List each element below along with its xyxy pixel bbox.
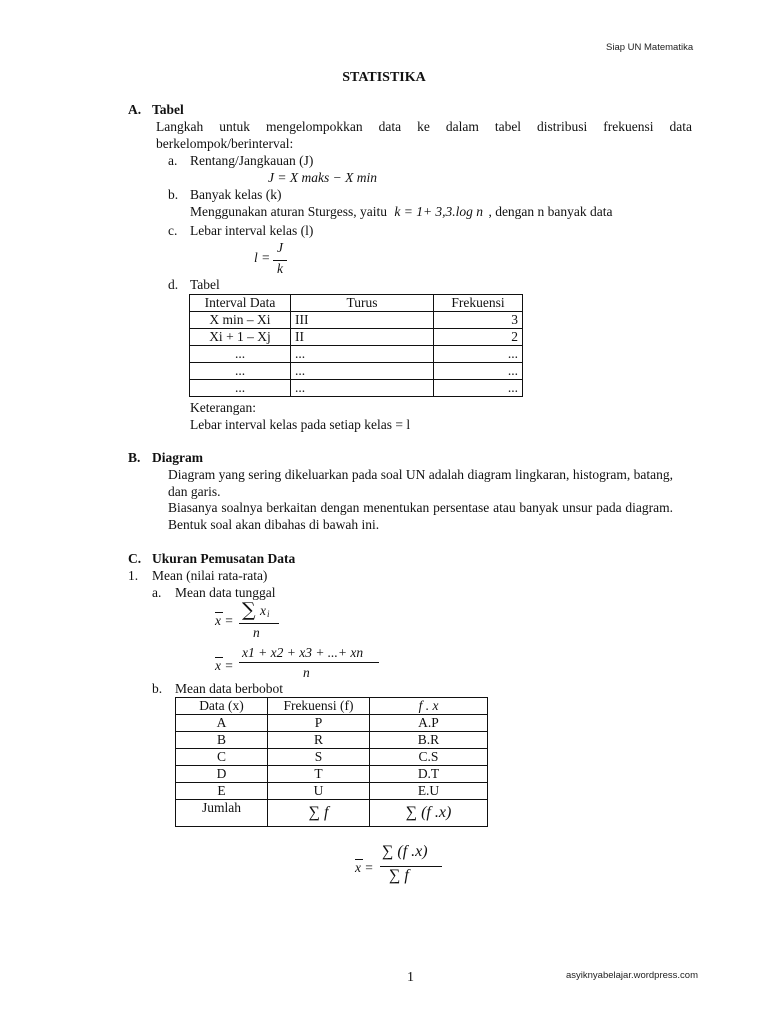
table-cell: X min – Xi: [190, 312, 291, 329]
table-cell: S: [268, 749, 370, 766]
note-text: Lebar interval kelas pada setiap kelas = l: [190, 417, 411, 432]
header-title: Siap UN Matematika: [606, 42, 694, 53]
item-b-text: Banyak kelas (k): [190, 187, 282, 202]
table-cell: D.T: [370, 766, 488, 783]
mean-1-num: x: [260, 603, 266, 618]
item-b-label: b.: [168, 187, 179, 202]
item-a-label: a.: [168, 153, 178, 168]
width-num: J: [277, 240, 283, 255]
table-row: [190, 346, 523, 363]
table-cell: ...: [434, 380, 523, 397]
table-cell: ∑ (f .x): [370, 800, 488, 827]
mean-1-lhs: x =: [215, 613, 234, 628]
table-cell: ...: [190, 363, 291, 380]
section-b-paragraph-2: Biasanya soalnya berkaitan dengan menentukan persentase atau banyak unsur pada diagram. Bentuk soal akan dibahas di bawah ini.: [168, 500, 673, 532]
table-header-cell: f . x: [370, 698, 488, 715]
table-cell: R: [268, 732, 370, 749]
table-cell: A.P: [370, 715, 488, 732]
section-c-heading: Ukuran Pemusatan Data: [152, 551, 296, 566]
table-cell: III: [291, 312, 434, 329]
mean-2-num: x1 + x2 + x3 + ...+ xn: [242, 645, 364, 660]
table-cell: Xi + 1 – Xj: [190, 329, 291, 346]
footer-site: asyiknyabelajar.wordpress.com: [566, 970, 699, 981]
table-cell: U: [268, 783, 370, 800]
mean-2-lhs: x =: [215, 658, 234, 673]
interval-table: [189, 294, 523, 397]
sturgess-line: [190, 204, 613, 220]
table-cell: E: [176, 783, 268, 800]
table-row: [190, 329, 523, 346]
table-row: [176, 766, 488, 783]
table-cell: E.U: [370, 783, 488, 800]
table-header-cell: Interval Data: [190, 295, 291, 312]
section-b-heading: Diagram: [152, 450, 203, 465]
table-header-row: [190, 295, 523, 312]
table-cell: B.R: [370, 732, 488, 749]
table-cell: ...: [291, 346, 434, 363]
mean-3-lhs: x =: [355, 860, 374, 875]
table-cell: P: [268, 715, 370, 732]
page-number: 1: [407, 970, 414, 985]
table-header-cell: Frekuensi: [434, 295, 523, 312]
table-cell: C.S: [370, 749, 488, 766]
table-cell: ...: [291, 380, 434, 397]
table-row: [190, 363, 523, 380]
table-row: [176, 732, 488, 749]
item-c-b-label: b.: [152, 681, 163, 696]
item-c-a-label: a.: [152, 585, 162, 600]
item-c-text: Lebar interval kelas (l): [190, 223, 314, 238]
table-cell: ...: [434, 363, 523, 380]
table-cell: II: [291, 329, 434, 346]
table-cell: ...: [434, 346, 523, 363]
table-cell: C: [176, 749, 268, 766]
table-row: [190, 312, 523, 329]
table-row: [190, 380, 523, 397]
mean-2-den: n: [303, 665, 310, 680]
table-header-cell: Frekuensi (f): [268, 698, 370, 715]
mean-3-num: ∑ (f .x): [382, 843, 428, 860]
table-cell: ∑ f: [268, 800, 370, 827]
table-row: [176, 783, 488, 800]
mean-3-den: ∑ f: [389, 867, 409, 884]
item-a-text: Rentang/Jangkauan (J): [190, 153, 314, 168]
table-header-cell: Data (x): [176, 698, 268, 715]
table-cell: ...: [190, 346, 291, 363]
table-total-row: [176, 800, 488, 827]
sturgess-post: , dengan n banyak data: [488, 204, 613, 219]
table-cell: ...: [291, 363, 434, 380]
table-cell: D: [176, 766, 268, 783]
section-a-label: A.: [128, 102, 142, 117]
item-d-text: Tabel: [190, 277, 220, 292]
table-cell: B: [176, 732, 268, 749]
section-b-paragraph-1: Diagram yang sering dikeluarkan pada soal UN adalah diagram lingkaran, histogram, batang, dan garis.: [168, 467, 673, 499]
weighted-mean-table: [175, 697, 488, 827]
item-d-label: d.: [168, 277, 179, 292]
table-cell: T: [268, 766, 370, 783]
table-cell: 2: [434, 329, 523, 346]
section-c-label: C.: [128, 551, 142, 566]
table-cell: 3: [434, 312, 523, 329]
width-den: k: [277, 261, 283, 276]
table-row: [176, 749, 488, 766]
item-1-label: 1.: [128, 568, 139, 583]
table-cell: Jumlah: [176, 800, 268, 827]
section-b-label: B.: [128, 450, 141, 465]
sturgess-pre: Menggunakan aturan Sturgess, yaitu: [190, 204, 387, 219]
table-cell: A: [176, 715, 268, 732]
item-c-b-text: Mean data berbobot: [175, 681, 283, 696]
table-header-row: [176, 698, 488, 715]
sum-icon: ∑: [242, 599, 256, 621]
section-a-intro: Langkah untuk mengelompokkan data ke dalam tabel distribusi frekuensi data berkelompok/berinterval:: [156, 119, 692, 151]
note-label: Keterangan:: [190, 400, 256, 415]
sturgess-formula: k = 1+ 3,3.log n: [394, 204, 484, 219]
table-header-cell: Turus: [291, 295, 434, 312]
item-1-text: Mean (nilai rata-rata): [152, 568, 268, 583]
item-c-label: c.: [168, 223, 178, 238]
width-lhs: l =: [254, 250, 271, 265]
mean-1-den: n: [253, 625, 260, 640]
table-cell: ...: [190, 380, 291, 397]
item-c-a-text: Mean data tunggal: [175, 585, 276, 600]
mean-1-sub: i: [267, 609, 270, 619]
table-row: [176, 715, 488, 732]
page-title: STATISTIKA: [342, 70, 426, 85]
range-formula: J = X maks − X min: [268, 170, 377, 185]
section-a-heading: Tabel: [152, 102, 184, 117]
